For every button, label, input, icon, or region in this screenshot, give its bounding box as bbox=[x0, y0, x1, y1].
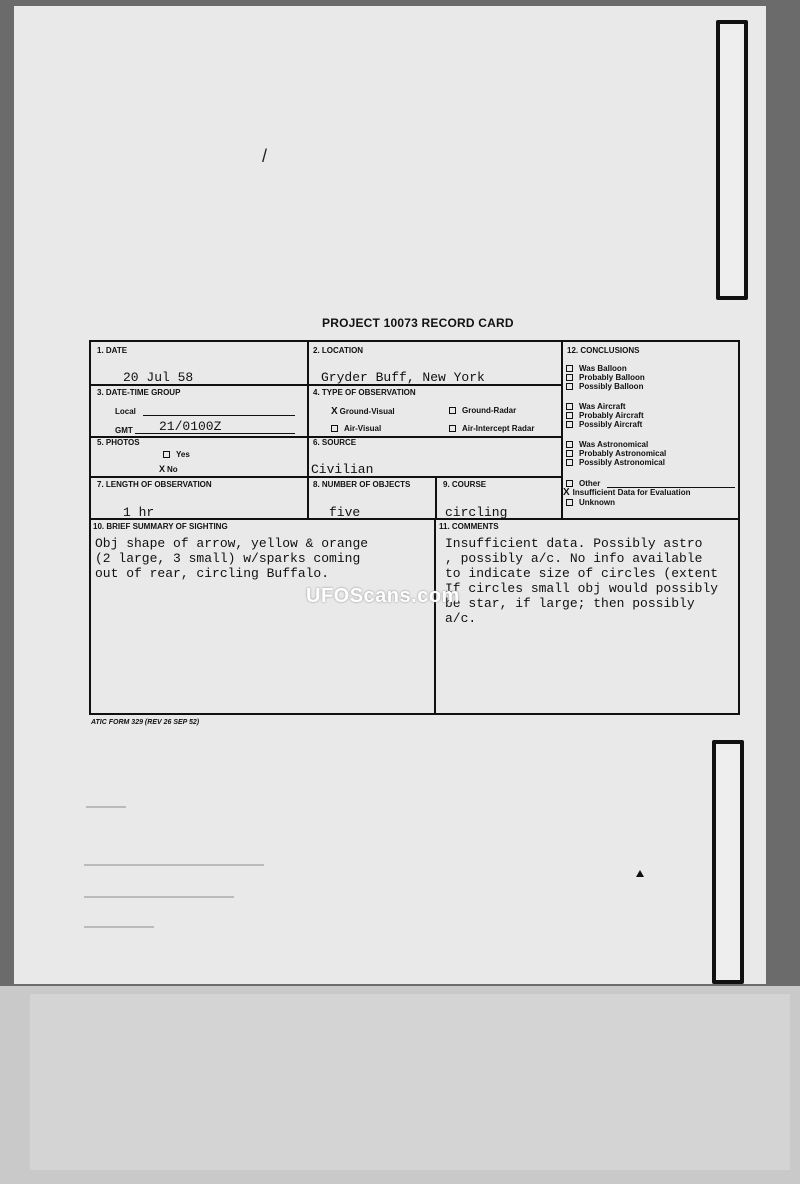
arrow-mark bbox=[636, 870, 644, 877]
photos-yes-option: Yes bbox=[163, 450, 190, 459]
conclusion-other: Other bbox=[566, 479, 600, 489]
ground-radar-option: Ground-Radar bbox=[449, 406, 516, 415]
gmt-value: 21/0100Z bbox=[159, 419, 222, 434]
faint-mark bbox=[84, 896, 234, 898]
scan-background bbox=[0, 986, 800, 1184]
photos-label: 5. PHOTOS bbox=[97, 438, 140, 447]
dtg-label: 3. DATE-TIME GROUP bbox=[97, 388, 181, 397]
course-value: circling bbox=[445, 505, 508, 520]
conclusion-was-balloon: Was Balloon bbox=[566, 364, 627, 374]
photos-no-checkmark: X bbox=[159, 464, 166, 474]
conclusion-probably-astronomical: Probably Astronomical bbox=[566, 449, 666, 459]
faint-mark bbox=[84, 926, 154, 928]
type-obs-label: 4. TYPE OF OBSERVATION bbox=[313, 388, 416, 397]
course-label: 9. COURSE bbox=[443, 480, 487, 489]
ground-visual-checkmark: X bbox=[331, 406, 338, 417]
conclusion-probably-aircraft: Probably Aircraft bbox=[566, 411, 644, 421]
summary-text: Obj shape of arrow, yellow & orange (2 large, 3 small) w/sparks coming out of rear, circling Buffalo. bbox=[95, 536, 369, 581]
conclusion-possibly-balloon: Possibly Balloon bbox=[566, 382, 643, 392]
conclusion-insufficient-data: X Insufficient Data for Evaluation bbox=[563, 487, 691, 498]
faint-mark bbox=[86, 806, 126, 808]
conclusion-was-astronomical: Was Astronomical bbox=[566, 440, 648, 450]
comments-text: Insufficient data. Possibly astro , possibly a/c. No info available to indicate size of circles (extent If circles small obj would possibly be star, if large; then possibly a/c. bbox=[445, 536, 719, 626]
source-label: 6. SOURCE bbox=[313, 438, 357, 447]
binder-bar-top bbox=[716, 20, 748, 300]
card-title: PROJECT 10073 RECORD CARD bbox=[322, 316, 514, 330]
photos-no-option: X No bbox=[159, 464, 178, 474]
source-value: Civilian bbox=[311, 462, 374, 477]
comments-label: 11. COMMENTS bbox=[439, 522, 499, 531]
length-label: 7. LENGTH OF OBSERVATION bbox=[97, 480, 212, 489]
conclusion-possibly-astronomical: Possibly Astronomical bbox=[566, 458, 665, 468]
watermark: UFOScans.com bbox=[306, 585, 460, 607]
air-visual-option: Air-Visual bbox=[331, 424, 381, 433]
gmt-label: GMT bbox=[115, 426, 133, 435]
conclusion-probably-balloon: Probably Balloon bbox=[566, 373, 645, 383]
record-card bbox=[89, 340, 740, 715]
date-label: 1. DATE bbox=[97, 346, 128, 355]
insufficient-data-checkmark: X bbox=[563, 487, 570, 498]
faint-mark bbox=[84, 864, 264, 866]
ground-visual-option: X Ground-Visual bbox=[331, 406, 395, 417]
air-intercept-option: Air-Intercept Radar bbox=[449, 424, 534, 433]
summary-label: 10. BRIEF SUMMARY OF SIGHTING bbox=[93, 522, 228, 531]
date-value: 20 Jul 58 bbox=[123, 370, 194, 385]
scan-background-inner bbox=[30, 994, 790, 1170]
pen-mark: / bbox=[262, 146, 268, 166]
conclusions-label: 12. CONCLUSIONS bbox=[567, 346, 640, 355]
conclusion-unknown: Unknown bbox=[566, 498, 615, 508]
length-value: 1 hr bbox=[123, 505, 155, 520]
location-value: Gryder Buff, New York bbox=[321, 370, 485, 385]
conclusion-was-aircraft: Was Aircraft bbox=[566, 402, 626, 412]
num-objects-value: five bbox=[329, 505, 361, 520]
conclusion-possibly-aircraft: Possibly Aircraft bbox=[566, 420, 642, 430]
binder-bar-bottom bbox=[712, 740, 744, 984]
form-number: ATIC FORM 329 (REV 26 SEP 52) bbox=[91, 719, 200, 726]
local-label: Local bbox=[115, 407, 136, 416]
num-objects-label: 8. NUMBER OF OBJECTS bbox=[313, 480, 411, 489]
location-label: 2. LOCATION bbox=[313, 346, 364, 355]
